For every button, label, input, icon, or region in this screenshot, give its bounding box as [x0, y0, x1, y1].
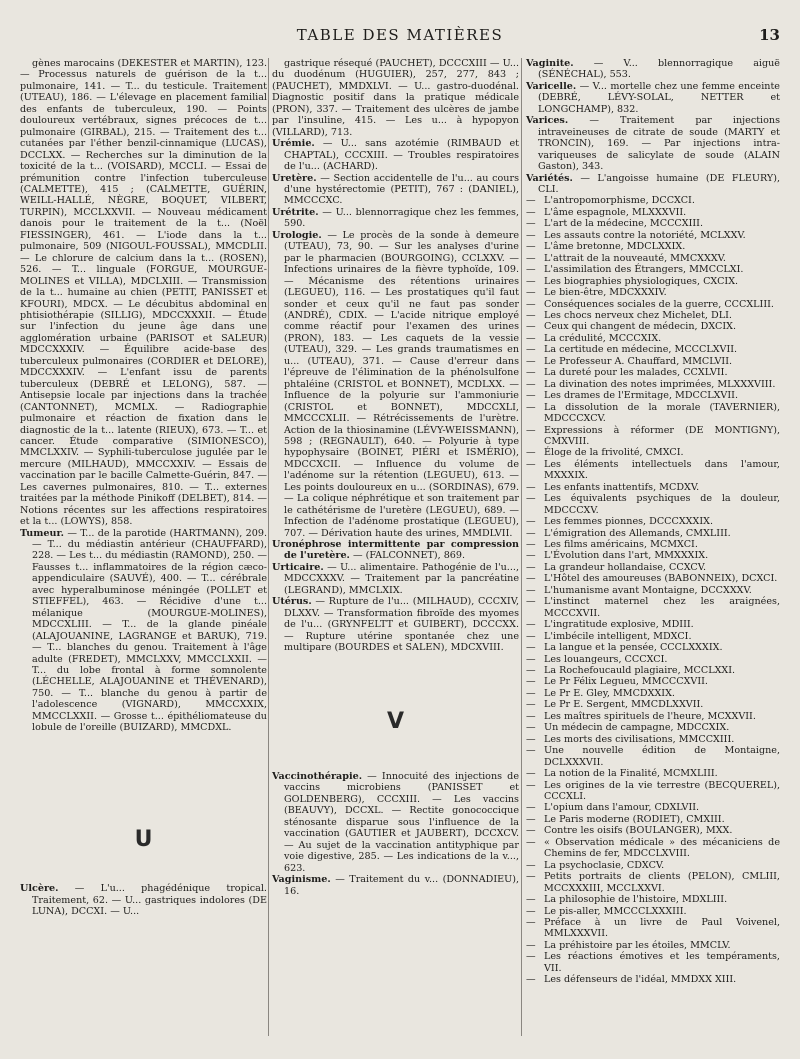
list-dash: — [526, 309, 536, 321]
varietes-item [526, 745, 780, 768]
varietes-item-text: La psychoclasie, CDXCV. [544, 859, 665, 871]
index-entry-uremie [272, 138, 519, 172]
entry-text: — U... blennorragique chez les femmes, 590. [284, 206, 519, 230]
entry-headword: Uronéphrose intermittente par compression de l'uretère. [272, 539, 519, 562]
entry-headword: Vaginite. [526, 58, 574, 69]
index-entry-vaginisme [272, 874, 519, 897]
entry-continuation [20, 58, 267, 528]
varietes-item [526, 425, 780, 448]
list-dash: — [526, 206, 536, 218]
list-dash: — [526, 825, 536, 837]
varietes-item-text: Les réactions émotives et les tempéraments, VII. [544, 951, 780, 974]
entry-text: gènes marocains (DEKESTER et MARTIN), 123. — Processus naturels de guérison de la t... pulmonaire, 141. — T... du testicule. Traitement (UTEAU), 186. — L'élevage en placement familial des enfants de tuberculeux, 190. — Points douloureux vertébraux, signes précoces de t... pulmonaire (GIRBAL), 215. — Traitement des t... cutanées par l'éther benzil-cinnamique (LUCAS), DCCLXX. — Recherches sur la diminution de la toxicité de la t... (VOISARD), MCCLI. — Essai de prémunition contre l'infection tuberculeuse (CALMETTE), 415 ; (CALMETTE, GUÉRIN, WEILL-HALLÉ, NÈGRE, BOQUET, VILBERT, TURPIN), MCCLXXVII. — Nouveau médicament danois pour le traitement de la t... (Noël FIESSINGER), 461. — L'iode dans la t... pulmonaire, 509 (NIGOUL-FOUSSAL), MMCDLII. — Le chlorure de calcium dans la t... (ROSEN), 526. — T... linguale (FORGUE, MOURGUE-MOLINES et VILLA), MDCLXIII. — Transmission de la t... humaine au chien (PETIT, PANISSET et KFOURI), MDCX. — Le décubitus abdominal en phtisiothérapie (SILLIG), MDCCXXXII. — Étude sur l'infection du jeune âge dans une agglomération urbaine (PARISOT et SALEUR) MDCCXXXIV. — Équilibre acide-base des tuberculeux pulmonaires (CORDIER et DELORE), MDCCXXXIV. — L'enfant issu de parents tuberculeux (DEBRÉ et LELONG), 587. — Antisepsie locale par injections dans la trachée (CANTONNET), MCMLX. — Radiographie pulmonaire et réaction de fixation dans le diagnostic de la t... latente (RIEUX), 673. — T... et cancer. Étude comparative (SIMIONESCO), MMCLXXIV. — Syphili-tuberculose jugulée par le mercure (MILHAUD), MMCCXXIV. — Essais de vaccination par le bacille Calmette-Guérin, 847. — Les cavernes pulmonaires, 810. — T... externes traitées par la méthode Pinikoff (DELBET), 814. — Notions récentes sur les affections respiratoires et la t... (LOWYS), 858. [20, 58, 267, 528]
entry-headword: Varices. [526, 115, 569, 127]
list-dash: — [526, 287, 536, 299]
varietes-sublist [526, 195, 780, 985]
list-dash: — [526, 676, 536, 688]
varietes-item-text: L'ingratitude explosive, MDIII. [544, 619, 694, 631]
varietes-item-text: L'émigration des Allemands, CMXLIII. [544, 527, 731, 539]
index-entry-vaccinotherapie [272, 771, 519, 874]
varietes-item-text: L'âme bretonne, MDCLXXIX. [544, 241, 686, 253]
varietes-item [526, 676, 780, 687]
varietes-item-text: Le bien-être, MDCXXXIV. [544, 287, 667, 299]
list-dash: — [526, 264, 536, 276]
varietes-item [526, 539, 780, 550]
list-dash: — [526, 527, 536, 539]
entry-headword: Variétés. [526, 172, 573, 184]
entry-text: — Le procès de la sonde à demeure (UTEAU), 73, 90. — Sur les analyses d'urine par le pharmacien (BOURGOING), CCLXXV. — Infections urinaires de la fièvre typhoïde, 109. — Mécanisme des rétentions urinaires (LEGUEU), 116. — Les prostatiques qu'il faut sonder et ceux qu'il ne faut pas sonder (ANDRÉ), CDIX. — L'acide nitrique employé comme réactif pour l'examen des urines (PRON), 183. — Les caquets de la vessie (UTEAU), 329. — Les grands traumatismes en u... (UTEAU), 371. — Cause d'erreur dans l'épreuve de l'élimination de la phénolsulfone phtaléine (CRISTOL et BONNET), MCDLXX. — Influence de la polyurie sur l'ammoniurie (CRISTOL et BONNET), MDCCXLI, MMCCCXLII. — Rétrécissements de l'urètre. Action de la thiosinamine (LÉVY-WEISSMANN), 598 ; (REGNAULT), 640. — Polyurie à type hypophysaire (BOINET, PIÉRI et ISMÉRIO), MDCCXCII. — Influence du volume de l'adénome sur la rétention (LEGUEU), 613. — Les points douloureux en u... (SORDINAS), 679. — La colique néphrétique et son traitement par le cathétérisme de l'uretère (LEGUEU), 689. — Infection de l'adénome prostatique (LEGUEU), 707. — Dérivation haute des urines, MMDLVII. [284, 229, 519, 539]
varietes-item-text: L'âme espagnole, MLXXXVII. [544, 206, 687, 218]
varietes-item [526, 619, 780, 630]
list-dash: — [526, 653, 536, 665]
varietes-item [526, 906, 780, 917]
varietes-item-text: Les maîtres spirituels de l'heure, MCXXVII. [544, 710, 756, 722]
varietes-item [526, 871, 780, 894]
varietes-item-text: Les assauts contre la notoriété, MCLXXV. [544, 229, 746, 241]
list-dash: — [526, 665, 536, 677]
varietes-item [526, 402, 780, 425]
column-left [20, 58, 267, 1048]
varietes-item-text: Les morts des civilisations, MMCCXIII. [544, 733, 735, 745]
varietes-item [526, 264, 780, 275]
varietes-item-text: Éloge de la frivolité, CMXCI. [544, 447, 684, 459]
list-dash: — [526, 642, 536, 654]
varietes-item [526, 780, 780, 803]
entry-headword: Tumeur. [20, 527, 64, 539]
varietes-item-text: L'antropomorphisme, DCCXCI. [544, 195, 695, 207]
varietes-item [526, 802, 780, 813]
entry-headword: Urétrite. [272, 206, 319, 218]
list-dash: — [526, 894, 536, 906]
list-dash: — [526, 916, 536, 928]
varietes-item-text: Préface à un livre de Paul Voivenel, MMLXXXVII. [544, 916, 780, 940]
list-dash: — [526, 195, 536, 207]
varietes-item-text: Les enfants inattentifs, MCDXV. [544, 481, 700, 493]
varietes-item-text: L'art de la médecine, MCCCXIII. [544, 218, 704, 230]
varietes-item-text: Le Pr E. Sergent, MMCDLXXVII. [544, 699, 704, 711]
varietes-item-text: L'Évolution dans l'art, MMXXXIX. [544, 550, 709, 562]
list-dash: — [526, 974, 536, 986]
list-dash: — [526, 355, 536, 367]
entry-text: — Innocuité des injections de vaccins microbiens (PANISSET et GOLDENBERG), CCCXIII. — Les vaccins (BEAUVY), DCCXL. — Rectite gonococcique sténosante disparue sous l'influence de la vaccination (GAUTIER et JAUBERT), DCCXCV. — Au sujet de la vaccination antityphique par voie digestive, 285. — Les indications de la v..., 623. [284, 771, 519, 874]
varietes-item [526, 253, 780, 264]
varietes-item [526, 814, 780, 825]
varietes-item [526, 711, 780, 722]
entry-headword: Vaginisme. [272, 874, 331, 886]
varietes-item [526, 493, 780, 516]
varietes-item-text: La certitude en médecine, MCCCLXVII. [544, 344, 738, 356]
entry-text: — Rupture de l'u... (MILHAUD), CCCXIV, DLXXV. — Transformation fibroïde des myomes de l'u... (GRYNFELTT et GUIBERT), DCCCXX. — Rupture utérine spontanée chez une multipare (BOURDES et SALEN), MDCXVIII. [284, 596, 519, 654]
entry-text: — T... de la parotide (HARTMANN), 209. — T... du médiastin antérieur (CHAUFFARD), 228. — Les t... du médiastin (RAMOND), 250. — Fausses t... inflammatoires de la région cæco-appendiculaire (SAUVÉ), 400. — T... cérébrale avec hyperalbuminose méningée (POLLET et STIEFFEL), 463. — Récidive d'une t... mélanique (MOURGUE-MOLINES), MDCCXLIII. — T... de la glande pinéale (ALAJOUANINE, LAGRANGE et BARUK), 719. — T... blanches du genou. Traitement à l'âge adulte (FREDET), MMCLXXV, MMCCLXXII. — T... du lobe frontal à forme somnolente (LÉCHELLE, ALAJOUANINE et THÉVENARD), 750. — T... blanche du genou à partir de l'adolescence (VIGNARD), MMCCXXIX, MMCCLXXII. — Grosse t... épithéliomateuse du lobule de l'oreille (BUIZARD), MMCDXL. [32, 527, 267, 734]
varietes-item-text: Les femmes pionnes, DCCCXXXIX. [544, 516, 714, 528]
varietes-item [526, 356, 780, 367]
varietes-item [526, 642, 780, 653]
list-dash: — [526, 596, 536, 608]
varietes-item [526, 276, 780, 287]
varietes-item-text: L'imbécile intelligent, MDXCI. [544, 630, 692, 642]
varietes-item [526, 195, 780, 206]
entry-headword: Urticaire. [272, 561, 324, 573]
varietes-item-text: La grandeur hollandaise, CCXCV. [544, 561, 707, 573]
varietes-item-text: La philosophie de l'histoire, MDXLIII. [544, 894, 728, 906]
varietes-item-text: La divination des notes imprimées, MLXXXVIII. [544, 378, 776, 390]
list-dash: — [526, 745, 536, 757]
index-entry-uronephrose [272, 539, 519, 562]
varietes-item-text: La langue et la pensée, CCCLXXXIX. [544, 642, 723, 654]
varietes-item-text: Les origines de la vie terrestre (BECQUEREL), CCCXLI. [544, 779, 780, 802]
varietes-item [526, 917, 780, 940]
list-dash: — [526, 584, 536, 596]
entry-continuation [272, 58, 519, 138]
varietes-item [526, 230, 780, 241]
index-entry-uterus [272, 596, 519, 653]
entry-headword: Utérus. [272, 596, 312, 608]
varietes-item [526, 333, 780, 344]
index-entry-urticaire [272, 562, 519, 596]
varietes-item-text: L'assimilation des Étrangers, MMCCLXI. [544, 264, 744, 276]
varietes-item [526, 585, 780, 596]
list-dash: — [526, 733, 536, 745]
varietes-item [526, 951, 780, 974]
list-dash: — [526, 871, 536, 883]
varietes-item [526, 894, 780, 905]
entry-text: — Traitement par injections intraveineuses de citrate de soude (MARTY et TRONCIN), 169. — Par injections intra-variqueuses de salicylate de soude (ALAIN Gaston), 343. [538, 115, 780, 173]
varietes-item-text: Ceux qui changent de médecin, DXCIX. [544, 321, 736, 333]
varietes-item-text: Les équivalents psychiques de la douleur, MDCCCXV. [544, 493, 780, 516]
entry-text: — U... alimentaire. Pathogénie de l'u..., MDCCXXXV. — Traitement par la pancréatine (LEGRAND), MMCLXIX. [284, 561, 519, 596]
list-dash: — [526, 516, 536, 528]
list-dash: — [526, 939, 536, 951]
varietes-item [526, 447, 780, 458]
page-header [20, 26, 780, 50]
varietes-item [526, 837, 780, 860]
list-dash: — [526, 561, 536, 573]
varietes-item [526, 218, 780, 229]
varietes-item-text: Le Pr E. Gley, MMCDXXIX. [544, 687, 675, 699]
list-dash: — [526, 367, 536, 379]
list-dash: — [526, 390, 536, 402]
list-dash: — [526, 687, 536, 699]
list-dash: — [526, 241, 536, 253]
varietes-item [526, 699, 780, 710]
varietes-item-text: L'humanisme avant Montaigne, DCCXXXV. [544, 584, 752, 596]
varietes-item-text: Les défenseurs de l'idéal, MMDXX XIII. [544, 974, 737, 986]
section-letter-u: U [134, 826, 153, 852]
column-divider [268, 58, 269, 1036]
varietes-item-text: L'attrait de la nouveauté, MMCXXXV. [544, 252, 726, 264]
list-dash: — [526, 699, 536, 711]
varietes-item [526, 940, 780, 951]
list-dash: — [526, 630, 536, 642]
varietes-item [526, 860, 780, 871]
varietes-item-text: Les éléments intellectuels dans l'amour, MXXXIX. [544, 458, 780, 482]
list-dash: — [526, 321, 536, 333]
varietes-item-text: La Rochefoucauld plagiaire, MCCLXXI. [544, 665, 736, 677]
list-dash: — [526, 539, 536, 551]
varietes-item-text: Les films américains, MCMXCI. [544, 539, 698, 551]
section-letter-v: V [386, 708, 405, 734]
index-entry-urologie [272, 230, 519, 539]
entry-text: — Section accidentelle de l'u... au cours d'une hystérectomie (PETIT), 767 : (DANIEL), MMCCCXC. [284, 172, 519, 207]
varietes-item-text: L'instinct maternel chez les araignées, MCCCXVII. [544, 596, 780, 619]
varietes-item-text: Le Paris moderne (RODIET), CMXIII. [544, 813, 725, 825]
varietes-item [526, 459, 780, 482]
index-entry-tumeur [20, 528, 267, 734]
varietes-item [526, 516, 780, 527]
entry-text: — Traitement du v... (DONNADIEU), 16. [284, 874, 519, 897]
index-entry-ulcere [20, 883, 267, 917]
varietes-item-text: Les louangeurs, CCCXCI. [544, 653, 668, 665]
varietes-item [526, 207, 780, 218]
list-dash: — [526, 378, 536, 390]
entry-text: — L'angoisse humaine (DE FLEURY), CLI. [538, 172, 780, 195]
entry-text: — V... blennorragique aiguë (SÉNÉCHAL), 553. [538, 58, 780, 81]
list-dash: — [526, 332, 536, 344]
varietes-item-text: Conséquences sociales de la guerre, CCCXLIII. [544, 298, 774, 310]
list-dash: — [526, 218, 536, 230]
varietes-item [526, 768, 780, 779]
list-dash: — [526, 229, 536, 241]
page-number: 13 [759, 26, 780, 44]
list-dash: — [526, 573, 536, 585]
varietes-item [526, 665, 780, 676]
index-entry-vaginite [526, 58, 780, 81]
varietes-item [526, 654, 780, 665]
entry-headword: Urologie. [272, 229, 322, 241]
index-entry-uretrite [272, 207, 519, 230]
list-dash: — [526, 768, 536, 780]
varietes-item-text: L'Hôtel des amoureuses (BABONNEIX), DCXCI. [544, 573, 778, 585]
varietes-item-text: La dureté pour les malades, CCXLVII. [544, 367, 728, 379]
list-dash: — [526, 401, 536, 413]
varietes-item-text: La notion de la Finalité, MCMXLIII. [544, 768, 718, 780]
varietes-item-text: Le Pr Félix Legueu, MMCCCXVII. [544, 676, 708, 688]
entry-text: gastrique résequé (PAUCHET), DCCCXIII — U... du duodénum (HUGUIER), 257, 277, 843 ; (PAUCHET), MMDXLVI. — U... gastro-duodénal. Diagnostic positif dans la pratique médicale (PRON), 337. — Traitement des ulcères de jambe par l'insuline, 415. — Les u... à hypopyon (VILLARD), 713. [272, 58, 519, 138]
list-dash: — [526, 619, 536, 631]
entry-text: — L'u... phagédénique tropical. Traitement, 62. — U... gastriques indolores (DE LUNA), DCCXI. — U... [32, 883, 267, 918]
index-entry-varicelle [526, 81, 780, 115]
varietes-item-text: Les biographies physiologiques, CXCIX. [544, 275, 739, 287]
list-dash: — [526, 447, 536, 459]
varietes-item [526, 287, 780, 298]
varietes-item [526, 550, 780, 561]
list-dash: — [526, 905, 536, 917]
list-dash: — [526, 458, 536, 470]
varietes-item [526, 688, 780, 699]
list-dash: — [526, 493, 536, 505]
varietes-item [526, 344, 780, 355]
running-title: TABLE DES MATIÈRES [296, 26, 504, 44]
list-dash: — [526, 252, 536, 264]
varietes-item-text: Un médecin de campagne, MDCCXIX. [544, 722, 730, 734]
varietes-item-text: La dissolution de la morale (TAVERNIER), MDCCCXCV. [544, 401, 780, 425]
column-right [526, 58, 780, 1048]
entry-headword: Ulcère. [20, 883, 59, 895]
varietes-item [526, 379, 780, 390]
varietes-item-text: Expressions à réformer (DE MONTIGNY), CMXVIII. [544, 424, 780, 447]
varietes-item [526, 321, 780, 332]
varietes-item [526, 562, 780, 573]
varietes-item [526, 974, 780, 985]
varietes-item [526, 241, 780, 252]
varietes-item [526, 722, 780, 733]
varietes-item-text: Le Professeur A. Chauffard, MMCLVII. [544, 355, 733, 367]
list-dash: — [526, 813, 536, 825]
list-dash: — [526, 275, 536, 287]
varietes-item-text: Petits portraits de clients (PELON), CMLIII, MCCXXXIII, MCCLXXVI. [544, 871, 780, 894]
varietes-item [526, 390, 780, 401]
varietes-item [526, 596, 780, 619]
varietes-item-text: Contre les oisifs (BOULANGER), MXX. [544, 825, 733, 837]
index-entry-varices [526, 115, 780, 172]
list-dash: — [526, 344, 536, 356]
entry-text: — (FALCONNET), 869. [349, 550, 466, 562]
varietes-item-text: La crédulité, MCCCXIX. [544, 332, 662, 344]
varietes-item [526, 528, 780, 539]
list-dash: — [526, 951, 536, 963]
list-dash: — [526, 802, 536, 814]
varietes-item [526, 299, 780, 310]
varietes-item [526, 825, 780, 836]
varietes-item [526, 573, 780, 584]
varietes-item [526, 734, 780, 745]
index-entry-uretere [272, 173, 519, 207]
entry-text: — U... sans azotémie (RIMBAUD et CHAPTAL), CCCXIII. — Troubles respiratoires de l'u... (ACHARD). [284, 138, 519, 173]
entry-headword: Varicelle. [526, 80, 577, 92]
list-dash: — [526, 859, 536, 871]
varietes-item [526, 631, 780, 642]
entry-text: — V... mortelle chez une femme enceinte (DEBRÉ, LÉVY-SOLAL, NETTER et LONGCHAMP), 832. [538, 80, 780, 115]
varietes-item-text: L'opium dans l'amour, CDXLVII. [544, 802, 700, 814]
varietes-item [526, 367, 780, 378]
list-dash: — [526, 298, 536, 310]
list-dash: — [526, 424, 536, 436]
column-middle [272, 58, 519, 1048]
column-divider [521, 58, 522, 1036]
list-dash: — [526, 836, 536, 848]
list-dash: — [526, 550, 536, 562]
entry-headword: Uretère. [272, 172, 317, 184]
varietes-item-text: Les chocs nerveux chez Michelet, DLI. [544, 309, 732, 321]
list-dash: — [526, 722, 536, 734]
index-entry-varietes [526, 173, 780, 196]
entry-headword: Urémie. [272, 138, 315, 150]
varietes-item-text: Les drames de l'Ermitage, MDCCLXVII. [544, 390, 738, 402]
varietes-item-text: La préhistoire par les étoiles, MMCLV. [544, 939, 731, 951]
varietes-item [526, 482, 780, 493]
entry-headword: Vaccinothérapie. [272, 771, 363, 783]
list-dash: — [526, 779, 536, 791]
varietes-item-text: Une nouvelle édition de Montaigne, DCLXXXVII. [544, 745, 780, 768]
varietes-item [526, 310, 780, 321]
list-dash: — [526, 710, 536, 722]
varietes-item-text: Le pis-aller, MMCCCLXXXIII. [544, 905, 687, 917]
varietes-item-text: « Observation médicale » des mécaniciens de Chemins de fer, MDCCLXVIII. [544, 836, 780, 860]
list-dash: — [526, 481, 536, 493]
